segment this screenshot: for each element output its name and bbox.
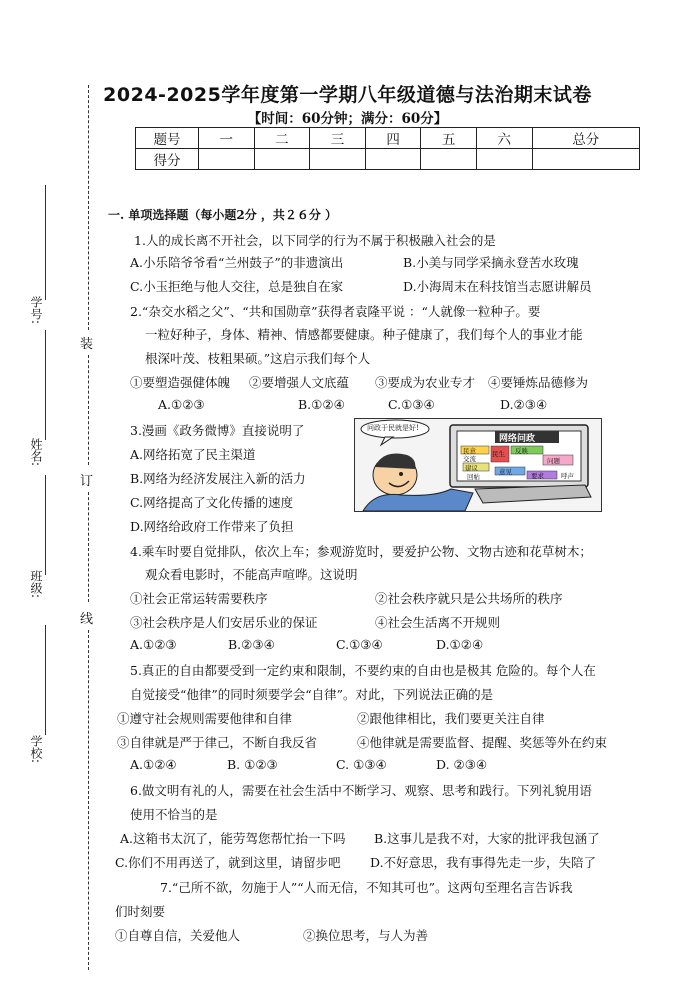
section-heading: 一. 单项选择题（每小题2分 ，共２６分 ） <box>108 208 338 222</box>
class-underline <box>45 475 46 575</box>
student-id-label: 学号: <box>29 296 43 325</box>
q6-option-b: B.这事儿是我不对，大家的批评我包涵了 <box>374 831 600 846</box>
comic-banner: 网络问政 <box>499 434 536 444</box>
q6-option-a: A.这箱书太沉了，能劳驾您帮忙抬一下吗 <box>120 831 346 846</box>
q6-stem-line1: 6.做文明有礼的人，需要在社会生活中不断学习、观察、思考和践行。下列礼貌用语 <box>130 783 592 798</box>
q7-stem-line2: 们时刻要 <box>115 904 166 919</box>
q2-stem-line3: 根深叶茂、枝粗果硕。”这启示我们每个人 <box>145 351 371 366</box>
q2-option-b: B.①②④ <box>298 397 345 412</box>
comic-tag: 交流 <box>463 455 476 463</box>
q1-option-a: A.小乐陪爷爷看“兰州鼓子”的非遗演出 <box>130 255 344 270</box>
q5-option-a: A.①②④ <box>130 757 177 772</box>
score-header-cell: 六 <box>476 128 532 149</box>
q2-item-3: ③要成为农业专才 <box>375 375 476 390</box>
comic-tag: 民生 <box>492 450 505 458</box>
score-row-label: 得分 <box>136 149 199 170</box>
q3-stem: 3.漫画《政务微博》直接说明了 <box>130 423 305 438</box>
q3-option-c: C.网络提高了文化传播的速度 <box>130 495 294 510</box>
binding-mark-ding: 订 <box>80 474 94 489</box>
q2-item-2: ②要增强人文底蕴 <box>249 375 350 390</box>
q1-option-d: D.小海周末在科技馆当志愿讲解员 <box>403 279 592 294</box>
q2-item-4: ④要锤炼品德修为 <box>488 375 589 390</box>
q5-option-b: B. ①②③ <box>227 757 278 772</box>
score-header-cell: 题号 <box>136 128 199 149</box>
score-cell <box>421 149 477 170</box>
score-header-cell: 四 <box>365 128 421 149</box>
q6-stem-line2: 使用不恰当的是 <box>130 807 218 822</box>
comic-illustration <box>354 418 602 512</box>
student-id-underline <box>45 185 46 300</box>
score-cell <box>365 149 421 170</box>
q4-item-2: ②社会秩序就只是公共场所的秩序 <box>375 591 563 606</box>
q5-item-3: ③自律就是严于律己，不断自我反省 <box>117 735 318 750</box>
score-header-cell: 三 <box>310 128 366 149</box>
binding-mark-xian: 线 <box>80 612 94 627</box>
comic-tag: 回帖 <box>467 473 480 481</box>
comic-tag: 问题 <box>547 457 560 465</box>
q6-option-c: C.你们不用再送了，就到这里，请留步吧 <box>115 855 341 870</box>
binding-dashed-line-mid1 <box>88 355 89 465</box>
q4-item-4: ④社会生活离不开规则 <box>375 615 501 630</box>
comic-tag: 意见 <box>499 468 512 476</box>
q5-stem-line1: 5.真正的自由都要受到一定约束和限制，不要约束的自由也是极其 危险的。每个人在 <box>130 663 596 678</box>
class-label: 班级: <box>29 570 43 599</box>
q2-option-d: D.②③④ <box>500 397 548 412</box>
q4-option-c: C.①③④ <box>336 637 383 652</box>
q7-item-2: ②换位思考，与人为善 <box>303 928 429 943</box>
q4-stem-line1: 4.乘车时要自觉排队，依次上车；参观游览时，要爱护公物、文物古迹和花草树木； <box>130 544 592 559</box>
binding-dashed-line-mid2 <box>88 492 89 602</box>
score-header-cell: 二 <box>254 128 310 149</box>
q5-option-c: C. ①③④ <box>336 757 387 772</box>
q4-option-a: A.①②③ <box>130 637 177 652</box>
score-table-header-row <box>136 128 640 149</box>
binding-dashed-line-bottom <box>88 630 89 970</box>
q1-stem: 1.人的成长离不开社会，以下同学的行为不属于积极融入社会的是 <box>134 233 496 248</box>
q5-item-1: ①遵守社会规则需要他律和自律 <box>117 711 293 726</box>
score-header-cell: 一 <box>199 128 255 149</box>
score-table <box>135 127 640 170</box>
q4-stem-line2: 观众看电影时，不能高声喧哗。这说明 <box>145 567 358 582</box>
binding-mark-zhuang: 装 <box>80 337 94 352</box>
exam-time-score: 【时间：60分钟；满分：60分】 <box>247 111 448 127</box>
comic-tag: 反映 <box>515 447 528 455</box>
exam-title: 2024-2025学年度第一学期八年级道德与法治期末试卷 <box>103 84 592 106</box>
score-table-score-row <box>136 149 640 170</box>
school-label: 学校: <box>29 735 43 764</box>
score-cell <box>532 149 639 170</box>
name-underline <box>45 330 46 440</box>
q4-option-d: D.①②④ <box>436 637 484 652</box>
q5-stem-line2: 自觉接受“他律”的同时须要学会“自律”。对此，下列说法正确的是 <box>130 687 494 702</box>
score-cell <box>254 149 310 170</box>
q3-option-a: A.网络拓宽了民主渠道 <box>130 447 256 462</box>
school-underline <box>45 625 46 735</box>
q3-option-b: B.网络为经济发展注入新的活力 <box>130 471 306 486</box>
q2-stem-line1: 2.“杂交水稻之父”、“共和国勋章”获得者袁隆平说 ：“人就像一粒种子。要 <box>130 304 541 319</box>
q2-option-c: C.①③④ <box>388 397 435 412</box>
score-cell <box>199 149 255 170</box>
score-header-cell: 总分 <box>532 128 639 149</box>
q4-item-1: ①社会正常运转需要秩序 <box>130 591 268 606</box>
q7-stem-line1: 7.“己所不欲，勿施于人”“人而无信，不知其可也”。这两句至理名言告诉我 <box>160 880 573 895</box>
q4-item-3: ③社会秩序是人们安居乐业的保证 <box>130 615 318 630</box>
q2-stem-line2: 一粒好种子，身体、精神、情感都要健康。种子健康了，我们每个人的事业才能 <box>145 327 583 342</box>
score-cell <box>310 149 366 170</box>
score-cell <box>476 149 532 170</box>
q5-item-2: ②跟他律相比，我们要更关注自律 <box>357 711 545 726</box>
q5-option-d: D. ②③④ <box>436 757 488 772</box>
name-label: 姓名: <box>29 438 43 467</box>
q1-option-c: C.小玉拒绝与他人交往，总是独自在家 <box>130 279 344 294</box>
q2-item-1: ①要塑造强健体魄 <box>130 375 231 390</box>
q5-item-4: ④他律就是需要监督、提醒、奖惩等外在约束 <box>357 735 608 750</box>
q3-option-d: D.网络给政府工作带来了负担 <box>130 519 294 534</box>
q6-option-d: D.不好意思，我有事得先走一步，失陪了 <box>370 855 597 870</box>
comic-tag: 民意 <box>463 447 476 455</box>
score-header-cell: 五 <box>421 128 477 149</box>
comic-speech-bubble: 问政于民就是好! <box>367 424 419 432</box>
comic-tag: 建议 <box>465 464 478 472</box>
q2-option-a: A.①②③ <box>158 397 205 412</box>
q4-option-b: B.②③④ <box>228 637 275 652</box>
q1-option-b: B.小美与同学采摘永登苦水玫瑰 <box>403 255 579 270</box>
comic-tag: 呼声 <box>561 472 574 480</box>
q7-item-1: ①自尊自信，关爱他人 <box>115 928 241 943</box>
comic-tag: 要求 <box>531 472 544 480</box>
